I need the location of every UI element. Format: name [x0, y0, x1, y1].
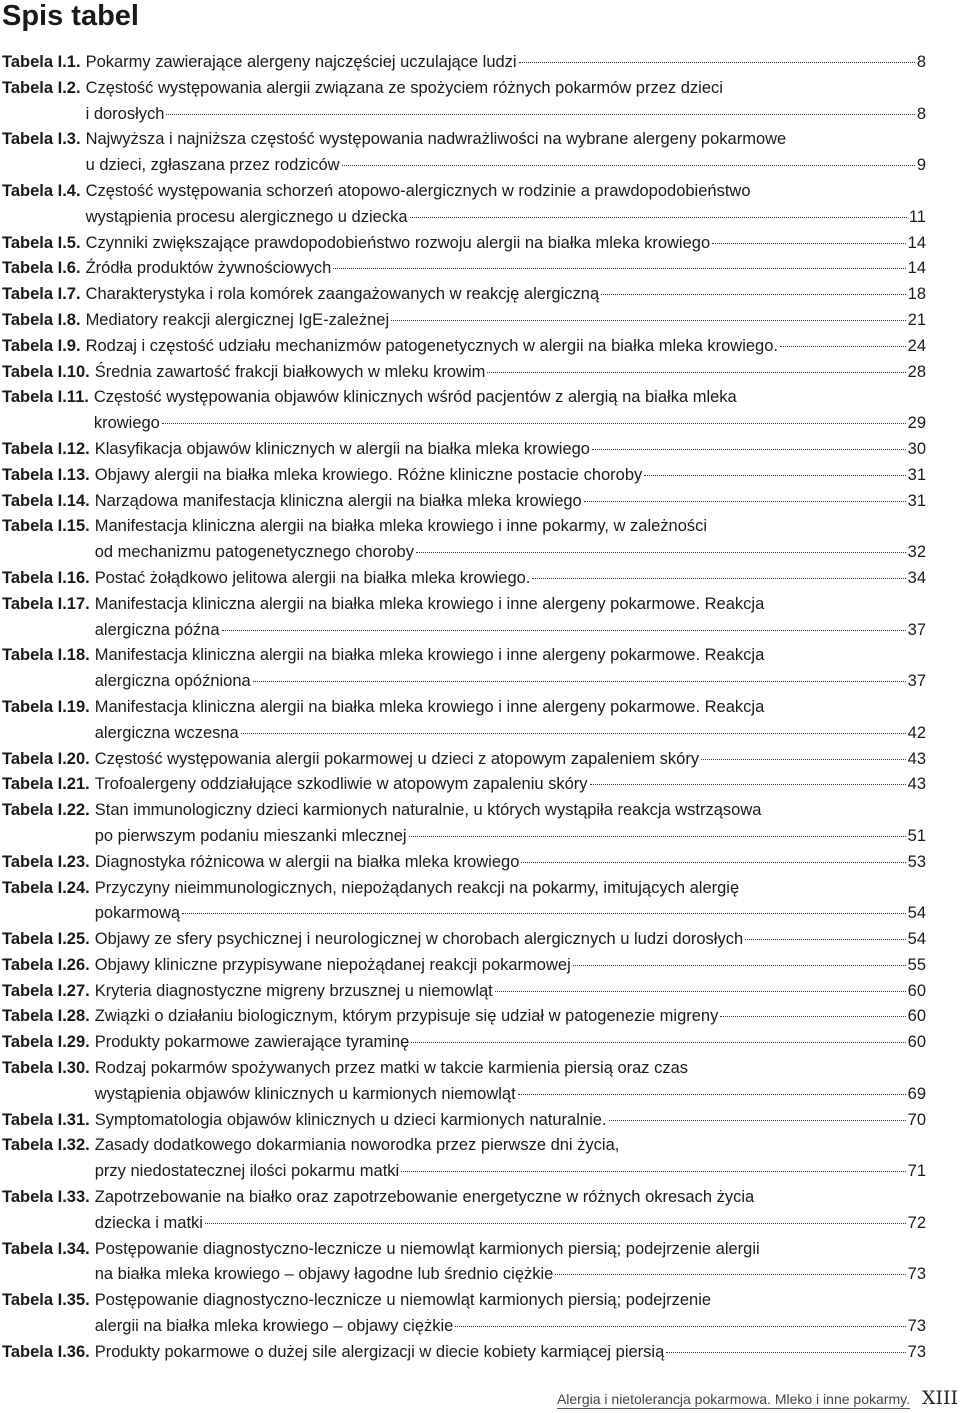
- entry-leader-line: [95, 1004, 926, 1030]
- entry-leader-line: [95, 901, 926, 927]
- entry-title-last-line: i dorosłych: [85, 104, 165, 123]
- toc-entry[interactable]: [2, 179, 926, 231]
- dot-leader: [205, 1223, 906, 1224]
- entry-leader-line: [86, 308, 926, 334]
- entry-body: [90, 1237, 926, 1289]
- entry-page-number: 53: [907, 852, 926, 871]
- entry-body: [90, 489, 926, 515]
- entry-body: [81, 50, 926, 76]
- toc-entry[interactable]: [2, 256, 926, 282]
- entry-page-number: 60: [907, 1033, 926, 1052]
- entry-title-last-line: dziecka i matki: [94, 1213, 203, 1232]
- entry-title-line: Rodzaj pokarmów spożywanych przez matki w takcie karmienia piersią oraz czas: [94, 1059, 689, 1078]
- entry-body: [90, 1340, 926, 1366]
- dot-leader: [701, 759, 906, 760]
- table-of-contents: [2, 50, 926, 1366]
- dot-leader: [573, 965, 906, 966]
- entry-title-line: Manifestacja kliniczna alergii na białka mleka krowiego i inne pokarmy, w zależności: [94, 517, 708, 536]
- entry-title-last-line: Klasyfikacja objawów klinicznych w alergii na białka mleka krowiego: [94, 439, 590, 458]
- entry-title-last-line: Narządowa manifestacja kliniczna alergii na białka mleka krowiego: [94, 491, 582, 510]
- entry-leader-line: [86, 334, 926, 360]
- entry-label: Tabela I.13.: [2, 465, 90, 484]
- entry-leader-line: [95, 437, 926, 463]
- toc-entry[interactable]: [2, 76, 926, 128]
- entry-body: [90, 927, 926, 953]
- entry-title-last-line: Związki o działaniu biologicznym, którym przypisuje się udział w patogenezie migreny: [94, 1007, 719, 1026]
- entry-title-last-line: alergiczna wczesna: [94, 723, 239, 742]
- entry-title-last-line: alergii na białka mleka krowiego – objawy ciężkie: [94, 1317, 454, 1336]
- dot-leader: [712, 243, 906, 244]
- dot-leader: [601, 294, 906, 295]
- dot-leader: [241, 733, 906, 734]
- entry-leader-line: [95, 360, 926, 386]
- entry-leader-line: [95, 953, 926, 979]
- toc-entry[interactable]: [2, 308, 926, 334]
- entry-title-last-line: alergiczna opóźniona: [94, 672, 251, 691]
- entry-label: Tabela I.15.: [2, 517, 90, 536]
- entry-page-number: 51: [907, 826, 926, 845]
- entry-title-last-line: Średnia zawartość frakcji białkowych w mleku krowim: [94, 362, 486, 381]
- entry-body: [81, 127, 926, 179]
- entry-label: Tabela I.26.: [2, 955, 90, 974]
- entry-label: Tabela I.32.: [2, 1136, 90, 1155]
- dot-leader: [182, 913, 906, 914]
- toc-entry[interactable]: [2, 1030, 926, 1056]
- toc-entry[interactable]: [2, 1340, 926, 1366]
- dot-leader: [222, 630, 906, 631]
- entry-body: [81, 282, 926, 308]
- entry-page-number: 73: [907, 1265, 926, 1284]
- entry-body: [90, 695, 926, 747]
- entry-label: Tabela I.10.: [2, 362, 90, 381]
- entry-page-number: 37: [907, 620, 926, 639]
- toc-entry[interactable]: [2, 850, 926, 876]
- entry-leader-line: [95, 669, 926, 695]
- dot-leader: [780, 346, 906, 347]
- toc-entry[interactable]: [2, 798, 926, 850]
- entry-page-number: 31: [907, 465, 926, 484]
- entry-page-number: 43: [907, 749, 926, 768]
- toc-entry[interactable]: [2, 334, 926, 360]
- entry-page-number: 69: [907, 1084, 926, 1103]
- entry-title-last-line: Częstość występowania alergii pokarmowej u dzieci z atopowym zapaleniem skóry: [94, 749, 700, 768]
- toc-entry[interactable]: [2, 1237, 926, 1289]
- dot-leader: [518, 1094, 906, 1095]
- entry-leader-line: [95, 489, 926, 515]
- entry-label: Tabela I.2.: [2, 78, 81, 97]
- toc-entry[interactable]: [2, 360, 926, 386]
- entry-body: [90, 1288, 926, 1340]
- entry-label: Tabela I.28.: [2, 1007, 90, 1026]
- entry-body: [90, 514, 926, 566]
- dot-leader: [590, 784, 906, 785]
- entry-body: [81, 179, 926, 231]
- toc-entry[interactable]: [2, 1185, 926, 1237]
- entry-title-last-line: Trofoalergeny oddziałujące szkodliwie w atopowym zapaleniu skóry: [94, 775, 588, 794]
- entry-label: Tabela I.35.: [2, 1291, 90, 1310]
- toc-entry[interactable]: [2, 489, 926, 515]
- entry-title-last-line: Objawy kliniczne przypisywane niepożądanej reakcji pokarmowej: [94, 955, 571, 974]
- entry-page-number: 9: [916, 156, 926, 175]
- dot-leader: [342, 165, 915, 166]
- entry-leader-line: [95, 1159, 926, 1185]
- entry-label: Tabela I.12.: [2, 439, 90, 458]
- entry-label: Tabela I.19.: [2, 697, 90, 716]
- entry-page-number: 14: [907, 233, 926, 252]
- entry-label: Tabela I.11.: [2, 388, 89, 407]
- entry-label: Tabela I.7.: [2, 285, 81, 304]
- dot-leader: [521, 862, 905, 863]
- entry-title-last-line: na białka mleka krowiego – objawy łagodne lub średnio ciężkie: [94, 1265, 554, 1284]
- entry-leader-line: [95, 1030, 926, 1056]
- entry-label: Tabela I.25.: [2, 930, 90, 949]
- entry-title-line: Manifestacja kliniczna alergii na białka mleka krowiego i inne alergeny pokarmowe. Reakcja: [94, 697, 765, 716]
- entry-page-number: 29: [907, 414, 926, 433]
- entry-page-number: 37: [907, 672, 926, 691]
- entry-label: Tabela I.30.: [2, 1059, 90, 1078]
- entry-page-number: 55: [907, 955, 926, 974]
- entry-page-number: 32: [907, 543, 926, 562]
- entry-page-number: 31: [907, 491, 926, 510]
- entry-title-line: Częstość występowania objawów klinicznych wśród pacjentów z alergią na białka mleka: [93, 388, 737, 407]
- entry-label: Tabela I.6.: [2, 259, 81, 278]
- entry-body: [90, 1056, 926, 1108]
- dot-leader: [609, 1120, 906, 1121]
- entry-page-number: 60: [907, 1007, 926, 1026]
- entry-page-number: 54: [907, 904, 926, 923]
- entry-page-number: 24: [907, 336, 926, 355]
- entry-title-last-line: wystąpienia procesu alergicznego u dziecka: [85, 207, 408, 226]
- entry-page-number: 42: [907, 723, 926, 742]
- entry-page-number: 8: [916, 53, 926, 71]
- entry-body: [90, 798, 926, 850]
- toc-entry[interactable]: [2, 643, 926, 695]
- entry-title-line: Częstość występowania alergii związana ze spożyciem różnych pokarmów przez dzieci: [85, 78, 723, 97]
- toc-entry[interactable]: [2, 1288, 926, 1340]
- entry-body: [89, 385, 926, 437]
- toc-entry[interactable]: [2, 979, 926, 1005]
- entry-title-last-line: Charakterystyka i rola komórek zaangażowanych w reakcję alergiczną: [85, 285, 600, 304]
- entry-label: Tabela I.4.: [2, 181, 81, 200]
- entry-label: Tabela I.31.: [2, 1110, 90, 1129]
- entry-leader-line: [95, 979, 926, 1005]
- entry-title-last-line: od mechanizmu patogenetycznego choroby: [94, 543, 414, 562]
- dot-leader: [166, 114, 914, 115]
- dot-leader: [584, 501, 906, 502]
- entry-page-number: 30: [907, 439, 926, 458]
- dot-leader: [720, 1016, 905, 1017]
- entry-page-number: 43: [907, 775, 926, 794]
- entry-leader-line: [95, 850, 926, 876]
- dot-leader: [555, 1274, 905, 1275]
- dot-leader: [409, 836, 906, 837]
- entry-leader-line: [95, 824, 926, 850]
- entry-title-last-line: Kryteria diagnostyczne migreny brzusznej u niemowląt: [94, 981, 493, 1000]
- page-title: Spis tabel: [2, 0, 139, 32]
- entry-leader-line: [86, 282, 926, 308]
- entry-leader-line: [95, 463, 926, 489]
- entry-title-last-line: krowiego: [93, 414, 160, 433]
- entry-title-last-line: alergiczna późna: [94, 620, 220, 639]
- entry-body: [90, 876, 926, 928]
- dot-leader: [333, 268, 905, 269]
- entry-leader-line: [95, 772, 926, 798]
- entry-body: [90, 772, 926, 798]
- entry-label: Tabela I.33.: [2, 1188, 90, 1207]
- toc-entry[interactable]: [2, 592, 926, 644]
- entry-label: Tabela I.27.: [2, 981, 90, 1000]
- entry-page-number: 70: [907, 1110, 926, 1129]
- entry-body: [81, 334, 926, 360]
- dot-leader: [410, 217, 907, 218]
- entry-body: [90, 1133, 926, 1185]
- entry-body: [90, 1185, 926, 1237]
- toc-entry[interactable]: [2, 927, 926, 953]
- entry-page-number: 73: [907, 1317, 926, 1336]
- dot-leader: [592, 449, 906, 450]
- footer-book-title: Alergia i nietolerancja pokarmowa. Mleko i inne pokarmy.: [556, 1391, 910, 1407]
- entry-title-last-line: Czynniki zwiększające prawdopodobieństwo rozwoju alergii na białka mleka krowiego: [85, 233, 711, 252]
- page-footer: [557, 1387, 958, 1409]
- entry-page-number: 11: [908, 207, 926, 226]
- entry-page-number: 8: [916, 104, 926, 123]
- dot-leader: [455, 1326, 905, 1327]
- entry-title-last-line: po pierwszym podaniu mieszanki mlecznej: [94, 826, 407, 845]
- entry-leader-line: [86, 205, 926, 231]
- entry-body: [90, 1108, 926, 1134]
- toc-entry[interactable]: [2, 772, 926, 798]
- entry-label: Tabela I.1.: [2, 53, 81, 71]
- entry-label: Tabela I.23.: [2, 852, 90, 871]
- entry-label: Tabela I.22.: [2, 801, 90, 820]
- entry-title-last-line: Objawy ze sfery psychicznej i neurologicznej w chorobach alergicznych u ludzi dorosłych: [94, 930, 744, 949]
- toc-entry[interactable]: [2, 1133, 926, 1185]
- entry-page-number: 72: [907, 1213, 926, 1232]
- entry-page-number: 28: [907, 362, 926, 381]
- toc-entry[interactable]: [2, 1108, 926, 1134]
- toc-entry[interactable]: [2, 953, 926, 979]
- dot-leader: [666, 1352, 905, 1353]
- entry-title-last-line: Diagnostyka różnicowa w alergii na białka mleka krowiego: [94, 852, 520, 871]
- entry-title-last-line: u dzieci, zgłaszana przez rodziców: [85, 156, 340, 175]
- entry-title-line: Najwyższa i najniższa częstość występowania nadwrażliwości na wybrane alergeny pokarmowe: [85, 130, 787, 149]
- entry-title-last-line: Źródła produktów żywnościowych: [85, 259, 332, 278]
- footer-page-number: XIII: [921, 1387, 958, 1409]
- entry-label: Tabela I.21.: [2, 775, 90, 794]
- toc-entry[interactable]: [2, 127, 926, 179]
- toc-entry[interactable]: [2, 1004, 926, 1030]
- entry-page-number: 14: [907, 259, 926, 278]
- entry-title-line: Zasady dodatkowego dokarmiania noworodka przez pierwsze dni życia,: [94, 1136, 620, 1155]
- entry-title-last-line: Mediatory reakcji alergicznej IgE-zależnej: [85, 310, 390, 329]
- entry-title-last-line: Produkty pokarmowe o dużej sile alergizacji w diecie kobiety karmiącej piersią: [94, 1342, 665, 1361]
- entry-title-last-line: wystąpienia objawów klinicznych u karmionych niemowląt: [94, 1084, 516, 1103]
- entry-leader-line: [95, 618, 926, 644]
- entry-body: [90, 747, 926, 773]
- entry-label: Tabela I.17.: [2, 594, 90, 613]
- dot-leader: [162, 423, 906, 424]
- dot-leader: [411, 1042, 905, 1043]
- entry-title-last-line: Postać żołądkowo jelitowa alergii na białka mleka krowiego.: [94, 568, 531, 587]
- entry-body: [81, 256, 926, 282]
- dot-leader: [391, 320, 906, 321]
- entry-leader-line: [95, 1108, 926, 1134]
- entry-leader-line: [95, 747, 926, 773]
- dot-leader: [401, 1171, 905, 1172]
- entry-title-line: Stan immunologiczny dzieci karmionych naturalnie, u których wystąpiła reakcja wstrząsowa: [94, 801, 762, 820]
- entry-body: [90, 1004, 926, 1030]
- entry-label: Tabela I.3.: [2, 130, 81, 149]
- entry-label: Tabela I.24.: [2, 878, 90, 897]
- entry-page-number: 60: [907, 981, 926, 1000]
- entry-body: [90, 979, 926, 1005]
- entry-leader-line: [86, 102, 926, 128]
- entry-leader-line: [95, 1340, 926, 1366]
- entry-title-line: Przyczyny nieimmunologicznych, niepożądanych reakcji na pokarmy, imitujących alergię: [94, 878, 740, 897]
- entry-title-line: Postępowanie diagnostyczno-lecznicze u niemowląt karmionych piersią; podejrzenie alergii: [94, 1239, 760, 1258]
- entry-body: [90, 850, 926, 876]
- dot-leader: [532, 578, 905, 579]
- entry-label: Tabela I.8.: [2, 310, 81, 329]
- entry-leader-line: [94, 411, 926, 437]
- entry-leader-line: [86, 231, 926, 257]
- entry-label: Tabela I.34.: [2, 1239, 90, 1258]
- entry-page-number: 34: [907, 568, 926, 587]
- toc-entry[interactable]: [2, 876, 926, 928]
- entry-title-line: Zapotrzebowanie na białko oraz zapotrzebowanie energetyczne w różnych okresach życia: [94, 1188, 755, 1207]
- entry-title-last-line: Objawy alergii na białka mleka krowiego. Różne kliniczne postacie choroby: [94, 465, 643, 484]
- entry-page-number: 54: [907, 930, 926, 949]
- entry-body: [81, 231, 926, 257]
- dot-leader: [495, 991, 906, 992]
- entry-label: Tabela I.20.: [2, 749, 90, 768]
- entry-label: Tabela I.29.: [2, 1033, 90, 1052]
- toc-entry[interactable]: [2, 695, 926, 747]
- entry-body: [90, 463, 926, 489]
- entry-label: Tabela I.5.: [2, 233, 81, 252]
- toc-entry[interactable]: [2, 1056, 926, 1108]
- entry-leader-line: [95, 1262, 926, 1288]
- toc-entry[interactable]: [2, 566, 926, 592]
- entry-title-last-line: pokarmową: [94, 904, 181, 923]
- entry-title-last-line: Pokarmy zawierające alergeny najczęściej uczulające ludzi: [85, 53, 517, 71]
- entry-title-last-line: przy niedostatecznej ilości pokarmu matki: [94, 1162, 400, 1181]
- entry-page-number: 21: [907, 310, 926, 329]
- entry-leader-line: [95, 1314, 926, 1340]
- entry-label: Tabela I.16.: [2, 568, 90, 587]
- entry-title-line: Postępowanie diagnostyczno-lecznicze u niemowląt karmionych piersią; podejrzenie: [94, 1291, 712, 1310]
- entry-title-last-line: Symptomatologia objawów klinicznych u dzieci karmionych naturalnie.: [94, 1110, 607, 1129]
- entry-label: Tabela I.36.: [2, 1342, 90, 1361]
- entry-title-line: Manifestacja kliniczna alergii na białka mleka krowiego i inne alergeny pokarmowe. Reakcja: [94, 594, 765, 613]
- dot-leader: [487, 372, 905, 373]
- entry-body: [81, 308, 926, 334]
- toc-entry[interactable]: [2, 514, 926, 566]
- dot-leader: [745, 939, 906, 940]
- entry-leader-line: [95, 566, 926, 592]
- entry-label: Tabela I.14.: [2, 491, 90, 510]
- entry-body: [90, 566, 926, 592]
- entry-body: [90, 360, 926, 386]
- entry-leader-line: [95, 1211, 926, 1237]
- dot-leader: [253, 681, 906, 682]
- entry-leader-line: [86, 256, 926, 282]
- dot-leader: [416, 552, 906, 553]
- toc-entry[interactable]: [2, 463, 926, 489]
- entry-body: [90, 437, 926, 463]
- entry-body: [90, 643, 926, 695]
- entry-label: Tabela I.18.: [2, 646, 90, 665]
- toc-entry[interactable]: [2, 282, 926, 308]
- entry-body: [90, 1030, 926, 1056]
- entry-page-number: 73: [907, 1342, 926, 1361]
- entry-body: [90, 953, 926, 979]
- entry-body: [90, 592, 926, 644]
- entry-label: Tabela I.9.: [2, 336, 81, 355]
- toc-entry[interactable]: [2, 231, 926, 257]
- entry-title-last-line: Rodzaj i częstość udziału mechanizmów patogenetycznych w alergii na białka mleka krowiego.: [85, 336, 778, 355]
- dot-leader: [644, 475, 905, 476]
- toc-entry[interactable]: [2, 437, 926, 463]
- dot-leader: [519, 62, 915, 63]
- entry-leader-line: [86, 153, 926, 179]
- entry-leader-line: [95, 721, 926, 747]
- toc-entry[interactable]: [2, 747, 926, 773]
- entry-leader-line: [95, 1082, 926, 1108]
- entry-leader-line: [95, 540, 926, 566]
- entry-title-last-line: Produkty pokarmowe zawierające tyraminę: [94, 1033, 410, 1052]
- entry-leader-line: [86, 50, 926, 76]
- entry-page-number: 71: [907, 1162, 926, 1181]
- entry-title-line: Manifestacja kliniczna alergii na białka mleka krowiego i inne alergeny pokarmowe. Reakcja: [94, 646, 765, 665]
- entry-body: [81, 76, 926, 128]
- entry-leader-line: [95, 927, 926, 953]
- entry-page-number: 18: [907, 285, 926, 304]
- toc-entry[interactable]: [2, 50, 926, 76]
- entry-title-line: Częstość występowania schorzeń atopowo-alergicznych w rodzinie a prawdopodobieństwo: [85, 181, 751, 200]
- toc-entry[interactable]: [2, 385, 926, 437]
